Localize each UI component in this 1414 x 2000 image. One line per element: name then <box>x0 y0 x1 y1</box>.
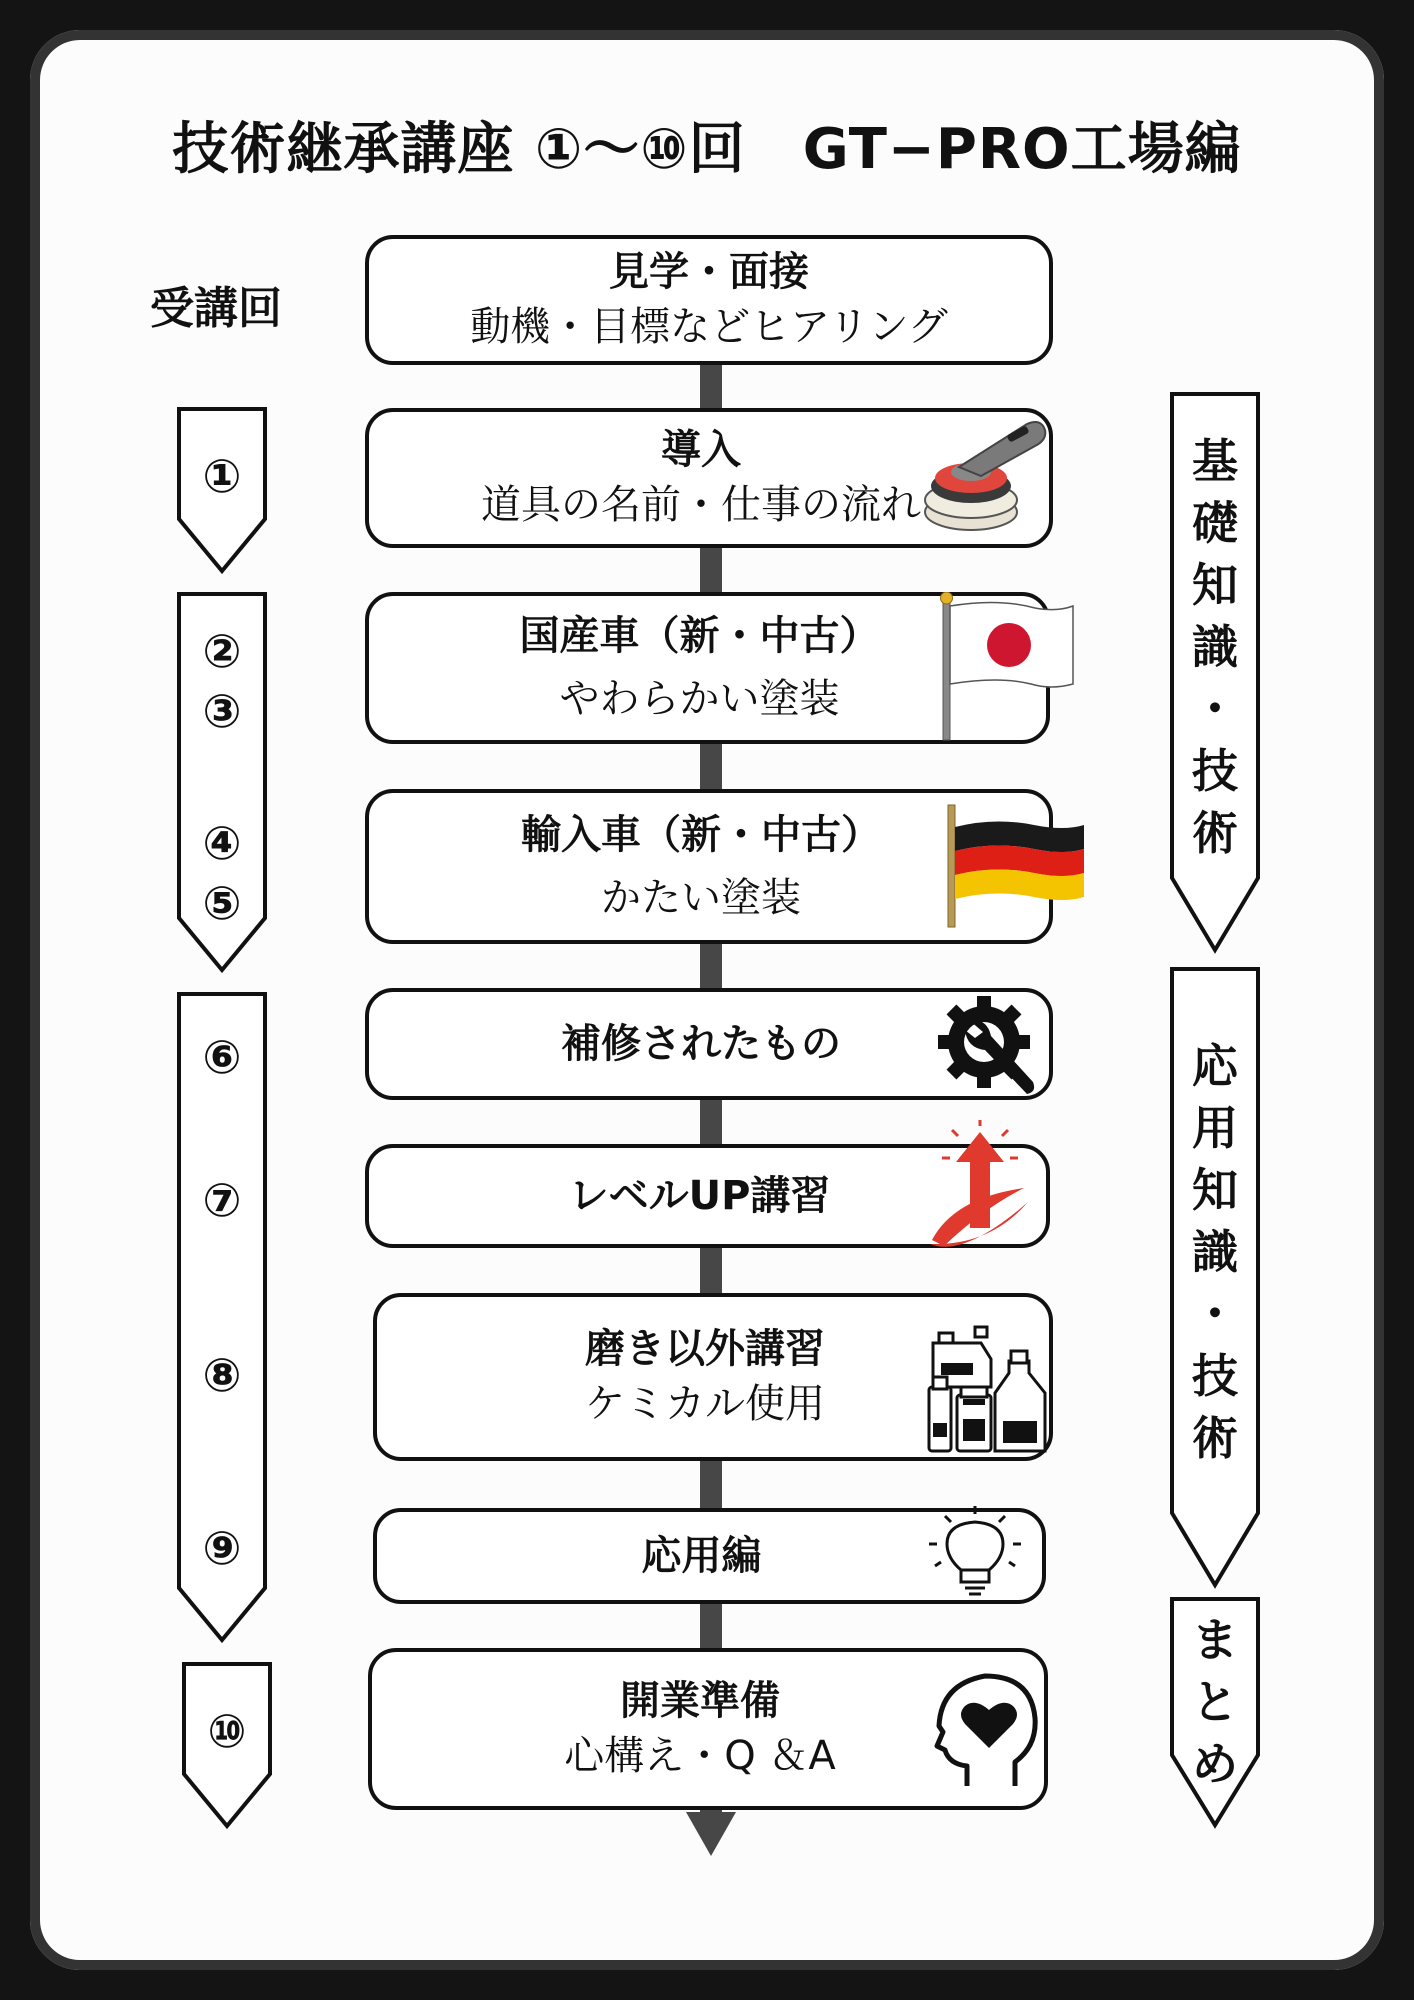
lightbulb-icon <box>925 1504 1025 1604</box>
step-applied <box>373 1508 1046 1604</box>
step-visit-interview <box>365 235 1053 365</box>
step-subtitle: ケミカル使用 <box>585 1381 825 1427</box>
step-title: レベルUP講習 <box>568 1173 831 1219</box>
session-number: ④ <box>202 816 242 870</box>
session-number: ⑦ <box>202 1173 242 1227</box>
session-number: ⑧ <box>202 1348 242 1402</box>
step-title: 輸入車（新・中古） <box>521 811 881 858</box>
phase-arrow-applied-label <box>1168 965 1262 1590</box>
step-subtitle: やわらかい塗装 <box>559 676 840 722</box>
chemical-bottles-icon <box>925 1325 1051 1455</box>
germany-flag-icon <box>944 803 1094 933</box>
step-subtitle: 動機・目標などヒアリング <box>470 304 948 350</box>
session-arrow-4-labels <box>180 1660 274 1830</box>
step-title: 応用編 <box>641 1533 762 1579</box>
phase-label-summary: ま と め <box>1192 1613 1238 1791</box>
step-title: 補修されたもの <box>561 1021 841 1067</box>
phase-arrow-basic-label <box>1168 390 1262 955</box>
session-number: ① <box>202 449 242 503</box>
step-business-preparation <box>368 1648 1048 1810</box>
flow-spine-arrowhead <box>686 1812 736 1856</box>
step-subtitle: 道具の名前・仕事の流れ <box>481 482 921 528</box>
step-title: 開業準備 <box>620 1678 780 1724</box>
step-non-polishing <box>373 1293 1053 1461</box>
step-level-up <box>365 1144 1050 1248</box>
level-up-arrow-icon <box>924 1118 1039 1258</box>
phase-label-basic: 基 礎 知 識 ・ 技 術 <box>1192 434 1238 860</box>
step-introduction <box>365 408 1053 548</box>
session-number: ⑩ <box>207 1704 247 1758</box>
step-subtitle: 心構え・Q ＆A <box>564 1733 836 1779</box>
step-title: 国産車（新・中古） <box>519 613 880 659</box>
head-heart-icon <box>927 1666 1045 1790</box>
session-number: ⑨ <box>202 1521 242 1575</box>
step-domestic-car <box>365 592 1050 744</box>
step-title: 見学・面接 <box>609 249 809 295</box>
session-arrow-2-labels <box>175 590 269 975</box>
session-number: ② <box>202 624 242 678</box>
session-column-label: 受講回 <box>150 283 282 334</box>
session-number: ⑥ <box>202 1030 242 1084</box>
step-title: 磨き以外講習 <box>585 1326 825 1372</box>
japan-flag-icon <box>939 592 1079 742</box>
polisher-icon <box>919 412 1049 537</box>
page-title: 技術継承講座 ①〜⑩回 GT−PRO工場編 <box>172 117 1242 182</box>
step-title: 導入 <box>661 427 741 473</box>
phase-label-applied: 応 用 知 識 ・ 技 術 <box>1192 1039 1238 1465</box>
phase-arrow-summary-label <box>1168 1595 1262 1830</box>
session-number: ③ <box>202 684 242 738</box>
session-arrow-3-labels <box>175 990 269 1645</box>
session-number: ⑤ <box>202 876 242 930</box>
step-repaired <box>365 988 1053 1100</box>
session-arrow-1-labels <box>175 405 269 575</box>
gear-wrench-icon <box>929 990 1044 1102</box>
step-imported-car <box>365 789 1053 944</box>
step-subtitle: かたい塗装 <box>601 874 801 921</box>
